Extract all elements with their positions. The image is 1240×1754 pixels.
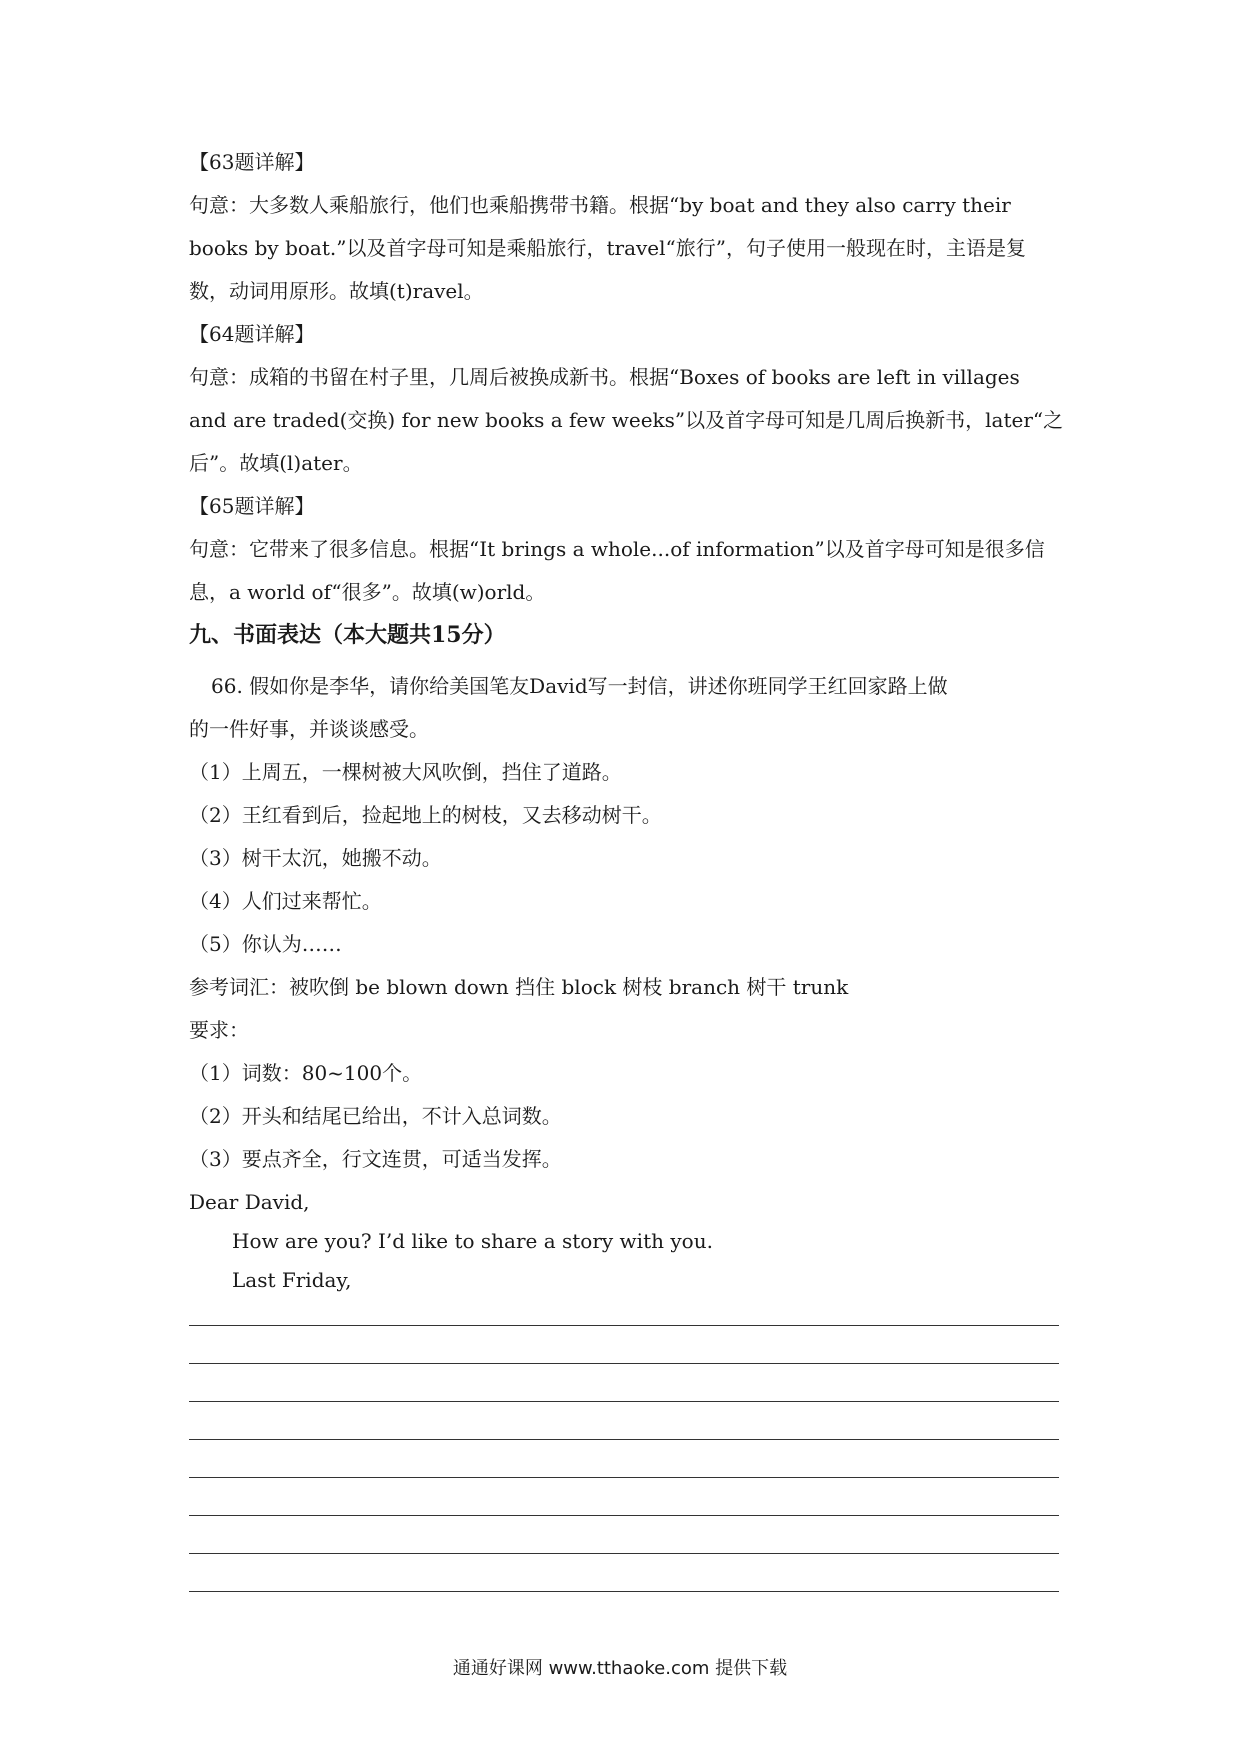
letter-opening: How are you? I’d like to share a story with you. (232, 1229, 713, 1253)
writing-line (189, 1591, 1059, 1592)
answer-63-heading: 【63题详解】 (189, 150, 315, 174)
writing-line (189, 1515, 1059, 1516)
answer-64-line-1: 句意：成箱的书留在村子里，几周后被换成新书。根据“Boxes of books are left in villages (189, 365, 1020, 389)
requirement-1: （1）词数：80~100个。 (189, 1061, 423, 1085)
writing-line (189, 1325, 1059, 1326)
answer-64-line-3: 后”。故填(l)ater。 (189, 451, 363, 475)
writing-line (189, 1363, 1059, 1364)
writing-line (189, 1439, 1059, 1440)
question-prompt-line-2: 的一件好事，并谈谈感受。 (189, 717, 429, 741)
requirements-label: 要求： (189, 1018, 249, 1042)
footer-source: 通通好课网 www.tthaoke.com 提供下载 (452, 1658, 788, 1679)
answer-64-line-2: and are traded(交换) for new books a few weeks”以及首字母可知是几周后换新书，later“之 (189, 408, 1064, 432)
vocab-hint: 参考词汇：被吹倒 be blown down 挡住 block 树枝 branch 树干 trunk (189, 975, 849, 999)
answer-63-line-1: 句意：大多数人乘船旅行，他们也乘船携带书籍。根据“by boat and they also carry their (189, 193, 1011, 217)
answer-65-heading: 【65题详解】 (189, 494, 315, 518)
answer-63-line-2: books by boat.”以及首字母可知是乘船旅行，travel“旅行”，句子使用一般现在时，主语是复 (189, 236, 1026, 260)
point-2: （2）王红看到后，捡起地上的树枝，又去移动树干。 (189, 803, 662, 827)
writing-line (189, 1477, 1059, 1478)
question-prompt-line-1: 66. 假如你是李华，请你给美国笔友David写一封信，讲述你班同学王红回家路上做 (211, 674, 948, 698)
answer-63-line-3: 数，动词用原形。故填(t)ravel。 (189, 279, 484, 303)
answer-65-line-1: 句意：它带来了很多信息。根据“It brings a whole...of information”以及首字母可知是很多信 (189, 537, 1045, 561)
requirement-2: （2）开头和结尾已给出，不计入总词数。 (189, 1104, 562, 1128)
letter-start: Last Friday, (232, 1268, 352, 1292)
writing-line (189, 1401, 1059, 1402)
answer-64-heading: 【64题详解】 (189, 322, 315, 346)
point-5: （5）你认为…… (189, 932, 342, 956)
point-3: （3）树干太沉，她搬不动。 (189, 846, 442, 870)
answer-65-line-2: 息，a world of“很多”。故填(w)orld。 (189, 580, 546, 604)
requirement-3: （3）要点齐全，行文连贯，可适当发挥。 (189, 1147, 562, 1171)
letter-greeting: Dear David, (189, 1190, 310, 1214)
point-1: （1）上周五，一棵树被大风吹倒，挡住了道路。 (189, 760, 622, 784)
writing-line (189, 1553, 1059, 1554)
section-heading: 九、书面表达（本大题共15分） (189, 622, 506, 648)
point-4: （4）人们过来帮忙。 (189, 889, 382, 913)
